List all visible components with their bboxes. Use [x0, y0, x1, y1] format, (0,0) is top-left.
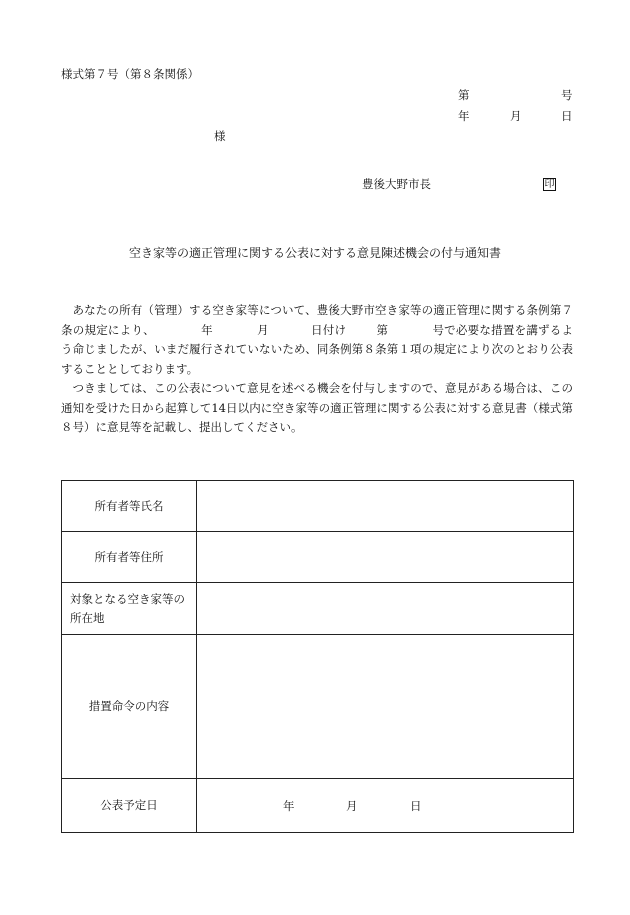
body-p1-day: 日付け	[310, 322, 347, 337]
issue-month-label: 月	[510, 109, 522, 123]
table-row	[62, 532, 574, 583]
table-row	[62, 635, 574, 779]
property-location-value	[197, 583, 574, 635]
issuer-name: 豊後大野市長	[362, 177, 431, 191]
body-p1-month: 月	[256, 322, 269, 337]
owner-address-value	[197, 532, 574, 583]
form-number: 様式第７号（第８条関係）	[61, 67, 199, 81]
body-p1-number-prefix: 第	[376, 322, 389, 337]
owner-name-value	[197, 481, 574, 532]
order-content-value	[197, 635, 574, 779]
issue-day-label: 日	[561, 109, 573, 123]
publication-month-label: 月	[346, 798, 358, 813]
issue-year-label: 年	[458, 109, 470, 123]
notice-body	[61, 301, 573, 438]
addressee-suffix: 様	[214, 129, 226, 143]
document-number-prefix: 第	[458, 88, 470, 102]
body-paragraph-1	[61, 301, 573, 379]
body-paragraph-2: つきましては、この公表について意見を述べる機会を付与しますので、意見がある場合は、この通知を受けた日から起算して14日以内に空き家等の適正管理に関する公表に対する意見書（様式第８号）に意見等を記載し、提出してください。	[61, 381, 573, 434]
owner-name-label: 所有者等氏名	[62, 481, 197, 532]
document-number-suffix: 号	[561, 88, 573, 102]
document-title: 空き家等の適正管理に関する公表に対する意見陳述機会の付与通知書	[128, 246, 501, 260]
notice-details-table	[61, 480, 574, 833]
table-row	[62, 481, 574, 532]
publication-date-label: 公表予定日	[62, 779, 197, 833]
publication-date-value	[197, 779, 574, 833]
table-row	[62, 583, 574, 635]
body-p1-part-a: あなたの所有（管理）する空き家等について、豊後大野市空き家等の適正管理に関する条例第７条の規定により、	[61, 303, 573, 337]
body-p1-year: 年	[200, 322, 213, 337]
property-location-label: 対象となる空き家等の所在地	[62, 583, 197, 635]
seal-mark: 印	[544, 178, 555, 190]
publication-year-label: 年	[283, 798, 295, 813]
table-row	[62, 779, 574, 833]
owner-address-label: 所有者等住所	[62, 532, 197, 583]
publication-day-label: 日	[410, 798, 422, 813]
order-content-label: 措置命令の内容	[62, 635, 197, 779]
body-p1-part-b: 号で必要な措置を講ずるよう命じましたが、いまだ履行されていないため、同条例第８条第１項の規定により次のとおり公表することとしております。	[61, 322, 574, 376]
